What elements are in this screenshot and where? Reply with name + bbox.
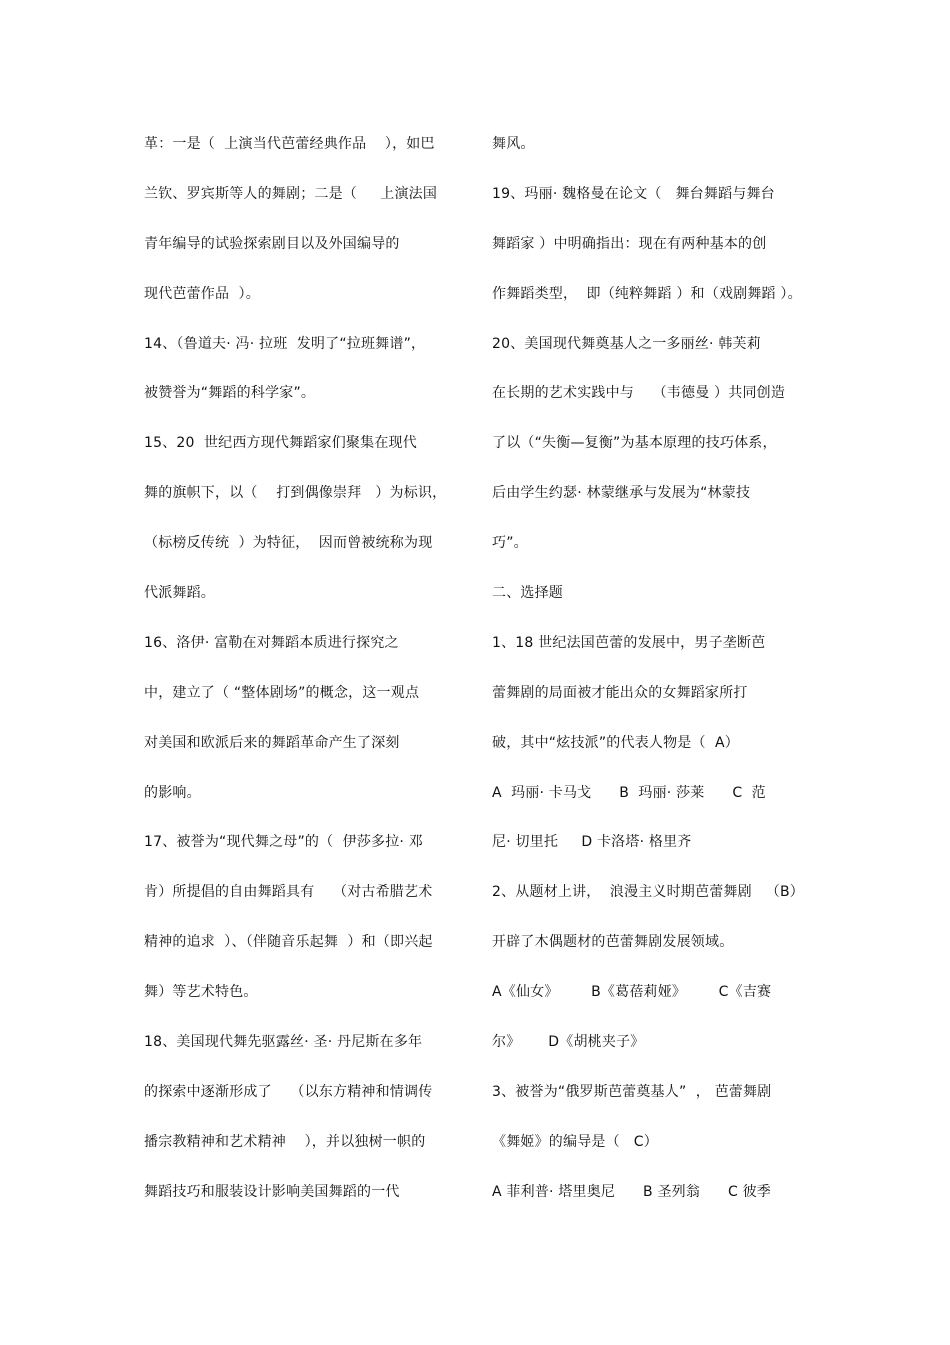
text-line: 革：一是（ 上演当代芭蕾经典作品 ），如巴 xyxy=(144,136,435,152)
text-line: 舞蹈家 ）中明确指出：现在有两种基本的创 xyxy=(492,235,767,252)
text-line: 15、20 世纪西方现代舞蹈家们聚集在现代 xyxy=(144,435,417,452)
text-line: 肯）所提倡的自由舞蹈具有 （对古希腊艺术 xyxy=(144,884,433,901)
text-line: 播宗教精神和艺术精神 ），并以独树一帜的 xyxy=(144,1133,426,1150)
text-line: 作舞蹈类型， 即（纯粹舞蹈 ）和（戏剧舞蹈 ）。 xyxy=(492,285,802,302)
section-heading: 二、选择题 xyxy=(492,585,563,602)
right-column xyxy=(492,129,822,1227)
text-line: 后由学生约瑟· 林蒙继承与发展为“林蒙技 xyxy=(492,485,751,502)
text-line: 的影响。 xyxy=(144,784,201,801)
text-line: 开辟了木偶题材的芭蕾舞剧发展领域。 xyxy=(492,934,734,951)
text-line: 19、玛丽· 魏格曼在论文（ 舞台舞蹈与舞台 xyxy=(492,185,775,202)
text-line: A《仙女》 B《葛蓓莉娅》 C《吉赛 xyxy=(492,984,772,1001)
text-line: 舞蹈技巧和服装设计影响美国舞蹈的一代 xyxy=(144,1183,400,1200)
text-line: （标榜反传统 ）为特征， 因而曾被统称为现 xyxy=(144,535,433,552)
text-line: 现代芭蕾作品 ）。 xyxy=(144,285,260,302)
text-line: A 菲利普· 塔里奥尼 B 圣列翁 C 彼季 xyxy=(492,1183,772,1200)
text-line: 尔》 D《胡桃夹子》 xyxy=(492,1034,645,1051)
text-line: 破，其中“炫技派”的代表人物是（ A） xyxy=(492,734,739,751)
text-line: 18、美国现代舞先驱露丝· 圣· 丹尼斯在多年 xyxy=(144,1034,423,1051)
text-line: 的探索中逐渐形成了 （以东方精神和情调传 xyxy=(144,1083,433,1100)
text-line: 对美国和欧派后来的舞蹈革命产生了深刻 xyxy=(144,734,400,751)
text-line: 16、洛伊· 富勒在对舞蹈本质进行探究之 xyxy=(144,634,399,651)
text-line: 中，建立了（ “整体剧场”的概念，这一观点 xyxy=(144,684,420,701)
text-line: 2、从题材上讲， 浪漫主义时期芭蕾舞剧 （B） xyxy=(492,884,804,901)
text-line: 14、（鲁道夫· 冯· 拉班 发明了“拉班舞谱”， xyxy=(144,335,426,352)
text-line: 3、被誉为“俄罗斯芭蕾奠基人” ， 芭蕾舞剧 xyxy=(492,1083,772,1100)
text-line: A 玛丽· 卡马戈 B 玛丽· 莎莱 C 范 xyxy=(492,784,766,801)
text-line: 20、美国现代舞奠基人之一多丽丝· 韩芙莉 xyxy=(492,335,761,352)
text-line: 被赞誉为“舞蹈的科学家”。 xyxy=(144,385,316,402)
text-line: 舞风。 xyxy=(492,136,535,152)
text-line: 青年编导的试验探索剧目以及外国编导的 xyxy=(144,235,400,252)
text-line: 蕾舞剧的局面被才能出众的女舞蹈家所打 xyxy=(492,684,748,701)
text-line: 《舞姬》的编导是（ C） xyxy=(492,1133,658,1150)
text-line: 尼· 切里托 D 卡洛塔· 格里齐 xyxy=(492,834,692,851)
text-line: 17、被誉为“现代舞之母”的（ 伊莎多拉· 邓 xyxy=(144,834,423,851)
text-line: 巧”。 xyxy=(492,535,528,552)
text-line: 在长期的艺术实践中与 （韦德曼 ）共同创造 xyxy=(492,385,786,402)
text-line: 舞）等艺术特色。 xyxy=(144,984,258,1001)
text-line: 了以（“失衡—复衡”为基本原理的技巧体系， xyxy=(492,435,777,452)
text-line: 1、18 世纪法国芭蕾的发展中，男子垄断芭 xyxy=(492,634,766,651)
left-column xyxy=(144,129,464,1227)
text-line: 舞的旗帜下，以（ 打到偶像崇拜 ）为标识， xyxy=(144,485,447,502)
text-line: 代派舞蹈。 xyxy=(144,585,215,602)
text-line: 精神的追求 ）、（伴随音乐起舞 ）和（即兴起 xyxy=(144,934,433,951)
text-line: 兰钦、罗宾斯等人的舞剧；二是（ 上演法国 xyxy=(144,185,438,202)
